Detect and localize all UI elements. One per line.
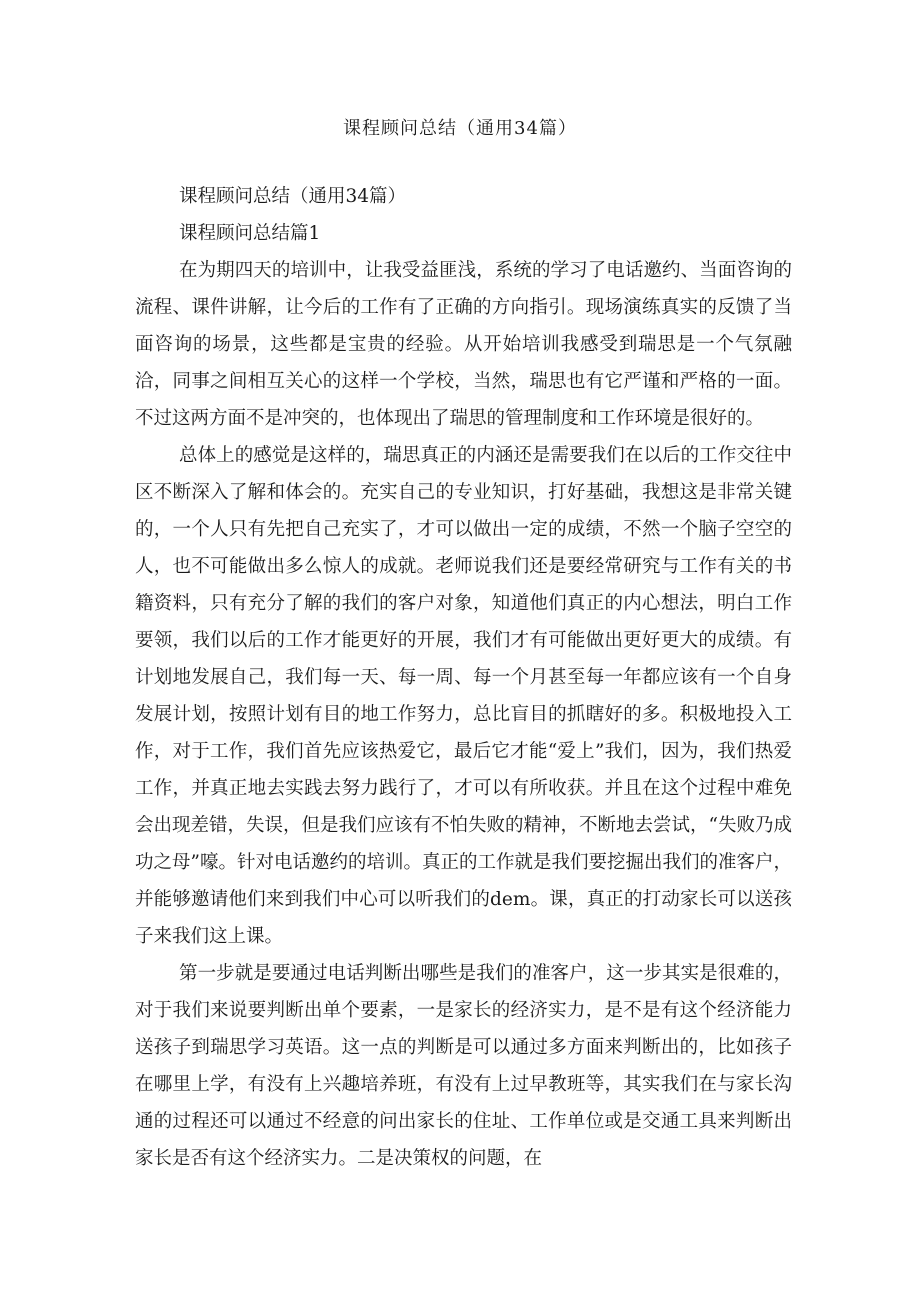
paragraph-3: 第一步就是要通过电话判断出哪些是我们的准客户，这一步其实是很难的，对于我们来说要判断出单个要素，一是家长的经济实力，是不是有这个经济能力送孩子到瑞思学习英语。这一点的判断是可以通过多方面来判断出的，比如孩子在哪里上学，有没有上兴趣培养班，有没有上过早教班等，其实我们在与家长沟通的过程还可以通过不经意的问出家长的住址、工作单位或是交通工具来判断出家长是否有这个经济实力。二是决策权的问题，在 <box>135 963 792 1169</box>
document-subtitle: 课程顾问总结（通用34篇） <box>179 186 407 207</box>
paragraph-1: 在为期四天的培训中，让我受益匪浅，系统的学习了电话邀约、当面咨询的流程、课件讲解，让今后的工作有了正确的方向指引。现场演练真实的反馈了当面咨询的场景，这些都是宝贵的经验。从开始培训我感受到瑞思是一个气氛融洽，同事之间相互关心的这样一个学校，当然，瑞思也有它严谨和严格的一面。不过这两方面不是冲突的，也体现出了瑞思的管理制度和工作环境是很好的。 <box>135 260 792 429</box>
section-heading: 课程顾问总结篇1 <box>179 223 321 244</box>
document-title: 课程顾问总结（通用34篇） <box>343 118 577 139</box>
paragraph-2: 总体上的感觉是这样的，瑞思真正的内涵还是需要我们在以后的工作交往中区不断深入了解和体会的。充实自己的专业知识，打好基础，我想这是非常关键的，一个人只有先把自己充实了，才可以做出一定的成绩，不然一个脑子空空的人，也不可能做出多么惊人的成就。老师说我们还是要经常研究与工作有关的书籍资料，只有充分了解的我们的客户对象，知道他们真正的内心想法，明白工作要领，我们以后的工作才能更好的开展，我们才有可能做出更好更大的成绩。有计划地发展自己，我们每一天、每一周、每一个月甚至每一年都应该有一个自身发展计划，按照计划有目的地工作努力，总比盲目的抓瞎好的多。积极地投入工作，对于工作，我们首先应该热爱它，最后它才能“爱上”我们，因为，我们热爱工作，并真正地去实践去努力践行了，才可以有所收获。并且在这个过程中难免会出现差错，失误，但是我们应该有不怕失败的精神，不断地去尝试，“失败乃成功之母”嚎。针对电话邀约的培训。真正的工作就是我们要挖掘出我们的准客户，并能够邀请他们来到我们中心可以听我们的dem。课，真正的打动家长可以送孩子来我们这上课。 <box>135 445 792 947</box>
document-body <box>135 178 792 1177</box>
